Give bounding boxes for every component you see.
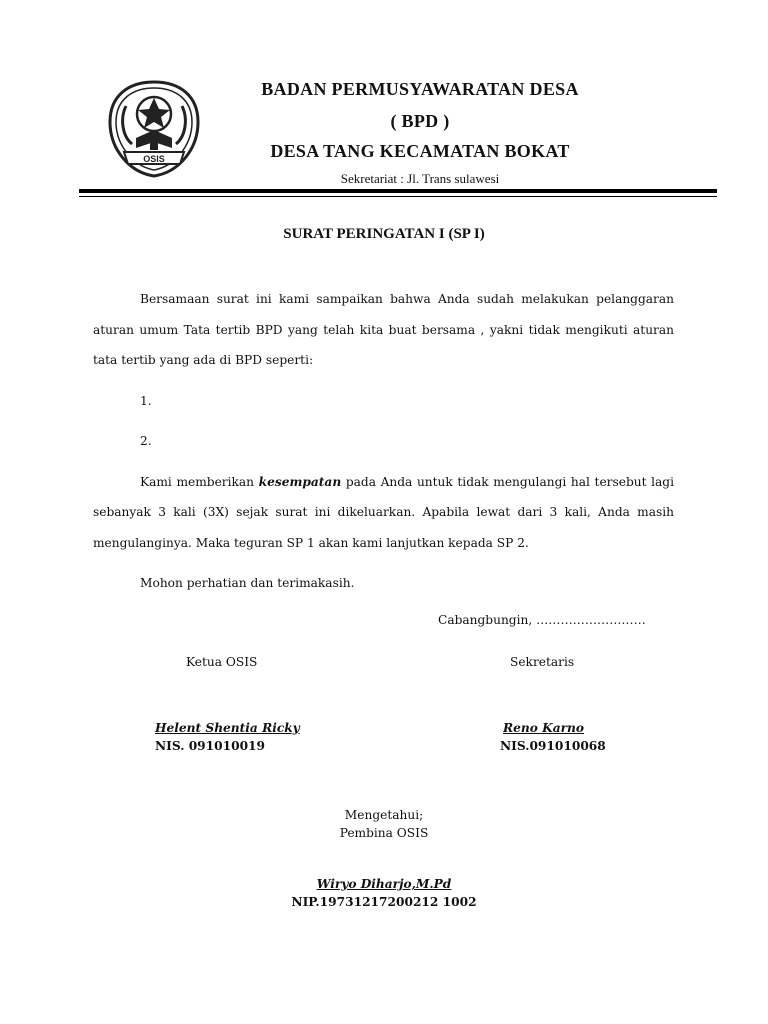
header-rule-thick [79, 189, 717, 193]
svg-text:OSIS: OSIS [143, 154, 165, 164]
org-name: BADAN PERMUSYAWARATAN DESA [261, 79, 579, 99]
org-location: DESA TANG KECAMATAN BOKAT [270, 141, 570, 161]
paragraph-2-before: Kami memberikan [140, 474, 259, 489]
paragraph-2 [93, 467, 674, 559]
right-signatory-role: Sekretaris [510, 655, 575, 669]
org-abbrev: ( BPD ) [390, 111, 450, 131]
letter-title: SURAT PERINGATAN I (SP I) [283, 226, 485, 242]
secretariat-address: Sekretariat : Jl. Trans sulawesi [340, 171, 500, 186]
list-item: 1. [140, 393, 152, 408]
list-item: 2. [140, 434, 152, 448]
osis-logo [106, 78, 202, 178]
osis-emblem-icon [106, 78, 202, 178]
left-signatory-name: Helent Shentia Ricky [155, 721, 300, 735]
emphasis-text: kesempatan [258, 474, 342, 489]
letter-body [93, 284, 674, 599]
closing-text: Mohon perhatian dan terimakasih. [140, 576, 355, 590]
right-signatory-id: NIS.091010068 [500, 739, 606, 753]
supervisor-name: Wiryo Diharjo,M.Pd [316, 877, 452, 891]
paragraph-1: Bersamaan surat ini kami sampaikan bahwa Anda sudah melakukan pelanggaran aturan umum Tata tertib BPD yang telah kita buat bersama , yakni tidak mengikuti aturan tata tertib yang ada di BPD seperti: [93, 292, 674, 367]
left-signatory-id: NIS. 091010019 [155, 739, 266, 753]
place-date: Cabangbungin, ……………………… [438, 613, 646, 627]
right-signatory-name: Reno Karno [503, 721, 585, 735]
header-rule-thin [79, 196, 717, 197]
paragraph-2-after: pada Anda untuk tidak mengulangi hal tersebut lagi sebanyak 3 kali (3X) sejak surat ini dikeluarkan. Apabila lewat dari 3 kali, Anda masih mengulanginya. Maka teguran SP 1 akan kami lanjutkan kepada SP 2. [93, 474, 674, 550]
acknowledge-label: Mengetahui; [344, 808, 424, 822]
left-signatory-role: Ketua OSIS [186, 655, 258, 669]
supervisor-role: Pembina OSIS [339, 826, 429, 840]
supervisor-id: NIP.19731217200212 1002 [291, 895, 477, 909]
